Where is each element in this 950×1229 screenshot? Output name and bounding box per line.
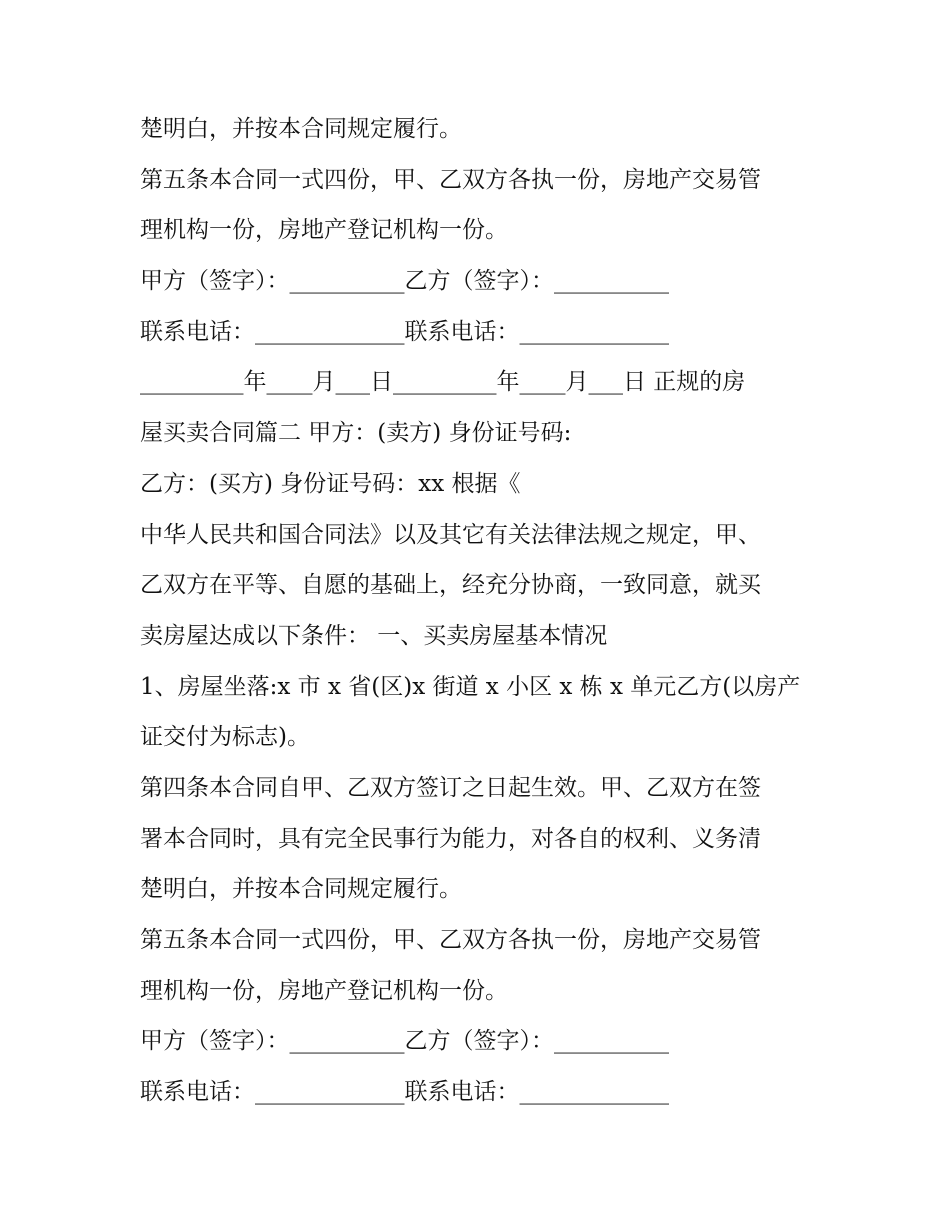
phone-line: 联系电话：_____________联系电话：_____________ [140, 318, 669, 345]
text-line: 第四条本合同自甲、乙双方签订之日起生效。甲、乙双方在签 [140, 774, 761, 801]
text-line: 理机构一份，房地产登记机构一份。 [140, 217, 508, 244]
text-line: 卖房屋达成以下条件： 一、买卖房屋基本情况 [140, 622, 608, 649]
text-line: 乙双方在平等、自愿的基础上，经充分协商，一致同意，就买 [140, 572, 761, 599]
text-line: 1、房屋坐落:x 市 x 省(区)x 街道 x 小区 x 栋 x 单元乙方(以房产 [140, 673, 801, 700]
text-line: 楚明白，并按本合同规定履行。 [140, 876, 462, 903]
phone-line: 联系电话：_____________联系电话：_____________ [140, 1079, 669, 1106]
signature-line: 甲方（签字）：__________乙方（签字）：__________ [140, 268, 669, 295]
date-line: _________年____月___日_________年____月___日 正规的房 [140, 369, 746, 396]
text-line: 署本合同时，具有完全民事行为能力，对各自的权利、义务清 [140, 825, 761, 852]
text-line: 楚明白，并按本合同规定履行。 [140, 116, 462, 142]
text-line: 第五条本合同一式四份，甲、乙双方各执一份，房地产交易管 [140, 166, 761, 193]
text-line: 屋买卖合同篇二 甲方：(卖方) 身份证号码: [140, 420, 572, 447]
text-line: 第五条本合同一式四份，甲、乙双方各执一份，房地产交易管 [140, 927, 761, 953]
text-line: 理机构一份，房地产登记机构一份。 [140, 977, 508, 1004]
text-line: 证交付为标志)。 [140, 724, 310, 751]
document-body [140, 104, 820, 1118]
text-line: 中华人民共和国合同法》以及其它有关法律法规之规定，甲、 [140, 521, 761, 548]
text-line: 乙方：(买方) 身份证号码：xx 根据《 [140, 470, 521, 497]
signature-line: 甲方（签字）：__________乙方（签字）：__________ [140, 1028, 669, 1055]
